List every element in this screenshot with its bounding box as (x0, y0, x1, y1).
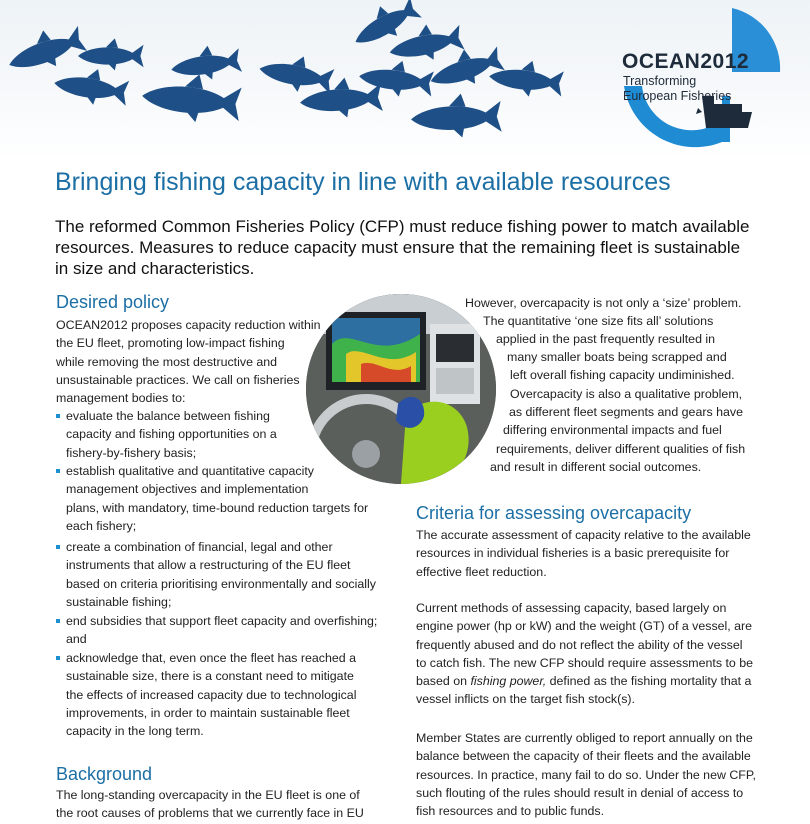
text-line: Overcapacity is also a qualitative problem, (510, 387, 743, 401)
bullet-marker (56, 619, 60, 623)
background-heading: Background (56, 764, 153, 784)
bullet-marker (56, 414, 60, 418)
fishing-vessel-photo (306, 294, 496, 484)
fish-icon (52, 63, 130, 109)
text-line: as different fleet segments and gears have (509, 405, 743, 419)
fish-icon (140, 70, 242, 126)
text-line: capacity and fishing opportunities on a (66, 427, 277, 442)
text-line: fish resources and to public funds. (416, 804, 605, 819)
text-line: acknowledge that, even once the fleet has reached a (66, 651, 357, 665)
text-line: applied in the past frequently resulted in (496, 332, 716, 346)
text-line: each fishery; (66, 518, 137, 533)
text-line: resources in individual fisheries is a basic prerequisite for (416, 546, 730, 561)
page-title: Bringing fishing capacity in line with available resources (55, 168, 671, 196)
text-line: create a combination of financial, legal and other (66, 540, 333, 554)
text-line: many smaller boats being scrapped and (507, 350, 727, 364)
lead-paragraph: The reformed Common Fisheries Policy (CFP) must reduce fishing power to match available resources. Measures to reduce capacity must ensure that the remaining fleet is sustainable in size and characteristics. (55, 217, 750, 278)
criteria-heading: Criteria for assessing overcapacity (416, 503, 692, 523)
fish-icon (410, 92, 502, 139)
text-line: sustainable fishing; (66, 594, 172, 609)
text-line: frequently abused and do not reflect the ability of the vessel (416, 637, 743, 652)
emphasis-term: fishing power, (470, 674, 547, 689)
text-line: while removing the most destructive and (56, 354, 278, 369)
logo-subtitle-line: European Fisheries (623, 89, 732, 103)
fish-icon (169, 42, 243, 85)
text-line: fishery-by-fishery basis; (66, 445, 197, 460)
logo-title: OCEAN2012 (622, 50, 750, 73)
text-line: Member States are currently obliged to report annually on the (416, 731, 753, 745)
text-line: management bodies to: (56, 391, 186, 406)
fish-icon (257, 49, 336, 97)
text-line: Current methods of assessing capacity, based largely on (416, 601, 727, 615)
text-line: sustainable size, there is a constant need to mitigate (66, 669, 354, 684)
bullet-marker (56, 656, 60, 660)
text-line: and result in different social outcomes. (490, 460, 702, 474)
text-line: The long-standing overcapacity in the EU fleet is one of (56, 788, 360, 802)
text-line: plans, with mandatory, time-bound reduction targets for (66, 500, 369, 515)
text-line: differing environmental impacts and fuel (503, 423, 722, 437)
text-line: the effects of increased capacity due to technological (66, 687, 357, 702)
criteria-paragraph-1 (416, 526, 751, 581)
text-line: end subsidies that support fleet capacity and overfishing; (66, 614, 378, 628)
text-line: resources. In practice, many fail to do so. Under the new CFP, (416, 767, 756, 782)
text-line: and (66, 632, 87, 647)
text-line: the EU fleet, promoting low-impact fishing (56, 336, 285, 351)
text-fragment: based on (416, 674, 471, 689)
criteria-paragraph-3 (416, 729, 756, 820)
text-line: OCEAN2012 proposes capacity reduction within (56, 318, 321, 332)
text-line: unsustainable practices. We call on fisheries (56, 372, 300, 387)
fish-icon (78, 38, 144, 70)
logo-subtitle-line: Transforming (623, 74, 697, 88)
text-line: such flouting of the rules should result in denial of access to (416, 785, 744, 800)
text-line: However, overcapacity is not only a ‘size’ problem. (465, 296, 742, 310)
desired-policy-intro (56, 316, 320, 407)
text-line: The quantitative ‘one size fits all’ solutions (483, 314, 714, 328)
text-line-with-emphasis (416, 672, 753, 690)
text-line: requirements, deliver different qualities of fish (496, 442, 746, 456)
text-line: the root causes of problems that we currently face in EU (56, 806, 364, 821)
logo-subtitle (623, 74, 731, 104)
text-line: management objectives and implementation (66, 482, 309, 497)
fish-icon (2, 19, 88, 81)
text-line: effective fleet reduction. (416, 564, 547, 579)
text-line: engine power (hp or kW) and the weight (GT) of a vessel, are (416, 619, 753, 634)
text-line: instruments that allow a restructuring of the EU fleet (66, 558, 351, 573)
text-line: balance between the capacity of their fleets and the available (416, 749, 751, 764)
text-line: evaluate the balance between fishing (66, 409, 270, 423)
text-line: left overall fishing capacity undiminished. (510, 368, 735, 382)
text-line: The accurate assessment of capacity relative to the available (416, 528, 751, 542)
text-line: based on criteria prioritising environmentally and socially (66, 576, 376, 591)
desired-policy-heading: Desired policy (56, 292, 170, 312)
criteria-paragraph-2 (416, 599, 753, 709)
bullet-marker (56, 545, 60, 549)
text-line: establish qualitative and quantitative capacity (66, 464, 314, 478)
text-line: to catch fish. The new CFP should require assessments to be (416, 655, 754, 670)
bullet-marker (56, 469, 60, 473)
background-text (56, 786, 364, 823)
text-fragment: defined as the fishing mortality that a (546, 674, 752, 689)
text-line: capacity in the long term. (66, 724, 204, 739)
text-line: vessel inflicts on the target fish stock(s). (416, 692, 635, 707)
text-line: improvements, in order to maintain sustainable fleet (66, 705, 350, 720)
